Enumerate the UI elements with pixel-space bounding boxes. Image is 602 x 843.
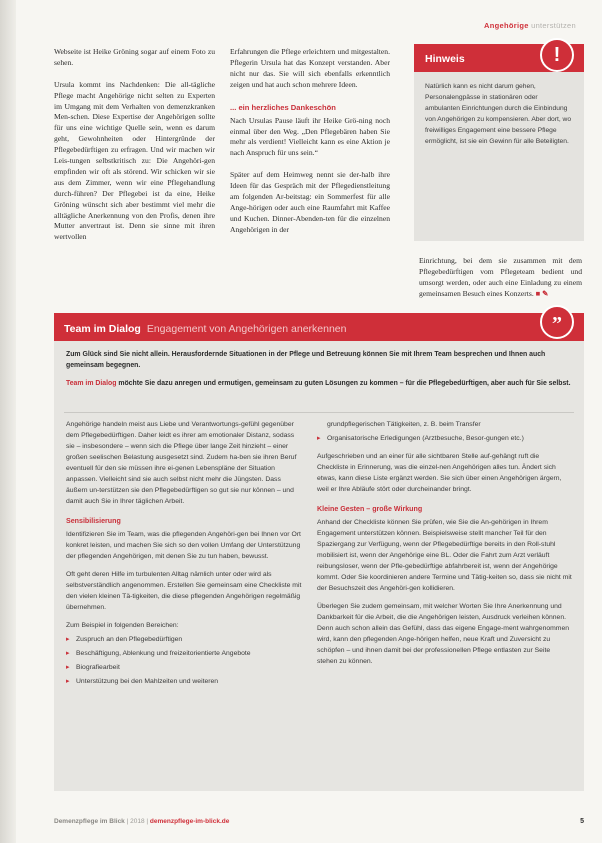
footer-magazine: Demenzpflege im Blick	[54, 818, 125, 825]
team-left-paragraph-3: Oft geht deren Hilfe im turbulenten Alltag nämlich unter oder wird als selbstverständlich angenommen. Erstellen Sie gemeinsam eine Checkliste mit den vielen kleinen Tä-tigkeiten, die diese pflegenden Angehörigen regelmäßig übernehmen.	[66, 571, 302, 611]
sensibilisierung-heading: Sensibilisierung	[66, 517, 121, 525]
list-item: ▸ Zuspruch an den Pflegebedürftigen	[66, 634, 304, 645]
intro-emphasis: Team im Dialog	[66, 379, 117, 387]
team-left-paragraph-2: Identifizieren Sie im Team, was die pflegenden Angehöri-gen bei Ihnen vor Ort konkret leisten, und machen Sie sich so den vollen Umfang der Unterstützung der pflegenden Angehörigen, mit denen Sie zu tun haben, bewusst.	[66, 531, 301, 560]
intro-rest: möchte Sie dazu anregen und ermutigen, gemeinsam zu guten Lösungen zu kommen – für die Pflegebedürftigen, aber auch für Sie selbst.	[116, 379, 571, 387]
left-paragraph-1: Webseite ist Heike Gröning sogar auf einem Foto zu sehen.	[54, 47, 215, 67]
team-left-paragraph-1: Angehörige handeln meist aus Liebe und Verantwortungs-gefühl gegenüber dem Pflegebedürftigen. Daher leidt es ihrer am emotionaler Distanz, sodass sie – insbesondere – wenn sich die Pflege über lange Zeit hinzieht – einer großen seelischen Belastung ausgesetzt sind. Zudem ha-ben sie ihren Beruf eventuell für den sie müssen ihre ei-genen Lebenspläne der Situation anpassen. Vielleicht sind sie auch selbst nicht mehr die Jüngsten. Dass äußern un-terstützen sie den Pflegebedürftigen so gut sie nur können – und damit auch Sie in Ihrer täglichen Arbeit.	[66, 421, 297, 505]
footer-issue: | 2018 |	[124, 818, 150, 825]
team-dialog-box	[54, 313, 584, 791]
kleine-gesten-heading: Kleine Gesten – große Wirkung	[317, 505, 423, 513]
middle-paragraph-1: Erfahrungen die Pflege erleichtern und mitgestalten. Pflegerin Ursula hat das Konzept verstanden. Aber nicht nur das. Sie will sich ebenfalls erkenntlich zeigen und hat auch schon mehrere Ideen.	[230, 47, 390, 89]
team-left-column	[66, 419, 304, 687]
quote-icon: ”	[540, 305, 574, 339]
team-dialog-title: Team im Dialog	[64, 323, 141, 335]
divider	[64, 412, 574, 413]
middle-paragraph-3: Später auf dem Heimweg nennt sie der-halb ihre Ideen für das Gespräch mit der Pflegedienstleitung am folgenden Ar-beitstag: ein Sommerfest für alle Ange-hörigen oder auch eine Raumfahrt mit Kaffee und Kuchen. Dinner-Abenden-ten für die einzelnen Angehörigen in der	[230, 170, 390, 234]
hinweis-title: Hinweis	[414, 44, 584, 72]
intro-paragraph-2	[66, 379, 572, 390]
team-right-paragraph-2: Anhand der Checkliste können Sie prüfen, wie Sie die An-gehörigen in Ihrem Engagement unterstützen können. Beispielsweise stellt mancher Teil für den Spaziergang zur Verfügung, wenn der Pflegebedürftige bereits in den Roll-stuhl mobilisiert ist, wenn der Angehörige eine BL. Oder die Fahrt zum Arzt verläuft reibungsloser, wenn der Pfle-gebedürftige abfahrbereit ist, wenn der Angehörige kommt. Oder Sie koordinieren andere Termine und Tätig-keiten so, dass sie nicht mit der Besuchszeit des Angehöri-gen kollidieren.	[317, 519, 572, 592]
list-item-continuation: grundpflegerischen Tätigkeiten, z. B. beim Transfer	[327, 421, 481, 428]
header-kicker: Angehörige	[484, 21, 529, 30]
middle-subheading: ... ein herzliches Dankeschön	[230, 102, 336, 112]
right-paragraph-text: Einrichtung, bei dem sie zusammen mit dem Pflegebedürftigen vom Pflegeteam bedient und umsorgt werden, oder auch eine Einladung zu einem gemeinsamen Besuch eines Konzerts.	[419, 256, 582, 298]
list-item: ▸ Biografiearbeit	[66, 662, 304, 673]
page-gutter	[0, 0, 16, 843]
header-section: unterstützen	[531, 21, 576, 30]
right-paragraph	[419, 256, 582, 300]
page-footer	[54, 818, 584, 825]
team-dialog-intro	[54, 341, 584, 390]
left-text-column	[54, 47, 215, 243]
team-right-column	[317, 419, 572, 667]
left-paragraph-2: Ursula kommt ins Nachdenken: Die all-tägliche Pflege macht Angehörige nicht selten zu Experten im Umgang mit dem Verhalten von demenzkranken Men-schen. Diese Expertise der Angehörigen sollte für uns eine wichtige Quelle sein, wenn es darum geht, Gewohnheiten oder Hintergründe der Pflegebedürftigen zu erfragen. Und wir machen wir Leis-tungen selbstkritisch zu: Die Angehöri-gen empfinden wir oft als störend. Wir schicken wir sie aus dem Zimmer, wenn wir eine Pflegehandlung durch-führen? Der Pflegebei ist da eine, Heike Gröning wünscht sich aber bestimmt viel mehr die alltägliche Anerkennung von den Profis, denen ihre Mutter anvertraut ist. Denn sie sinne mit ihren wertvollen	[54, 79, 215, 242]
list-item: ▸ Organisatorische Erledigungen (Arztbesuche, Besor-gungen etc.)	[317, 433, 572, 444]
middle-paragraph-2: Nach Ursulas Pause läuft ihr Heike Grö-ning noch einmal über den Weg. „Den Pflegebären haben Sie mehr als verdient! Vielleicht kann es eine Aktion je nach Anspruch für uns sein.“	[230, 115, 390, 158]
footer-url[interactable]: demenzpflege-im-blick.de	[149, 818, 230, 825]
hinweis-box	[414, 44, 584, 241]
area-list	[66, 634, 304, 687]
end-mark-icon: ■ ✎	[535, 288, 549, 298]
team-right-paragraph-3: Überlegen Sie zudem gemeinsam, mit welcher Worten Sie Ihre Anerkennung und Dankbarkeit für die Arbeit, die die Angehörigen leisten, Ausdruck verleihen können. Denn auch schon allein das Gefühl, dass das eigene Engage-ment wahrgenommen wird, kann den pflegenden Ange-hörigen helfen, neue Kraft und Zuversicht zu schöpfen – und ihnen damit bei der professionellen Pflege entlasten zur Seite stehen zu können.	[317, 603, 570, 665]
hinweis-text: Natürlich kann es nicht darum gehen, Personalengpässe in stationären oder ambulanten Einrichtungen durch die Einbindung von Angehörigen zu kompensieren. Aber dort, wo freiwilliges Engagement eine bessere Pflege ermöglicht, ist sie ein Gewinn für alle Beteiligten.	[425, 83, 572, 145]
team-dialog-header	[54, 313, 584, 341]
middle-text-column	[230, 47, 390, 236]
right-text-column	[419, 256, 582, 300]
exclamation-icon: !	[540, 38, 574, 72]
team-dialog-subtitle: Engagement von Angehörigen anerkennen	[146, 323, 347, 335]
area-list-continued	[317, 433, 572, 444]
running-header	[484, 21, 576, 30]
page-number: 5	[580, 818, 584, 825]
intro-paragraph-1: Zum Glück sind Sie nicht allein. Herausfordernde Situationen in der Pflege und Betreuung können Sie mit Ihrem Team besprechen und Ihnen auch gemeinsam begegnen.	[66, 351, 546, 369]
team-right-paragraph-1: Aufgeschrieben und an einer für alle sichtbaren Stelle auf-gehängt ruft die Checkliste in Erinnerung, was die einzel-nen Angehörigen alles tun. Ändert sich etwas, kann diese Liste ergänzt werden. Sie sich über einen Angehörigen ärgern, weil er Ihre Abläufe stört oder durcheinander bringt.	[317, 453, 562, 493]
list-item: ▸ Beschäftigung, Ablenkung und freizeitorientierte Angebote	[66, 648, 304, 659]
list-item: ▸ Unterstützung bei den Mahlzeiten und weiteren	[66, 676, 304, 687]
list-intro: Zum Beispiel in folgenden Bereichen:	[66, 622, 179, 629]
